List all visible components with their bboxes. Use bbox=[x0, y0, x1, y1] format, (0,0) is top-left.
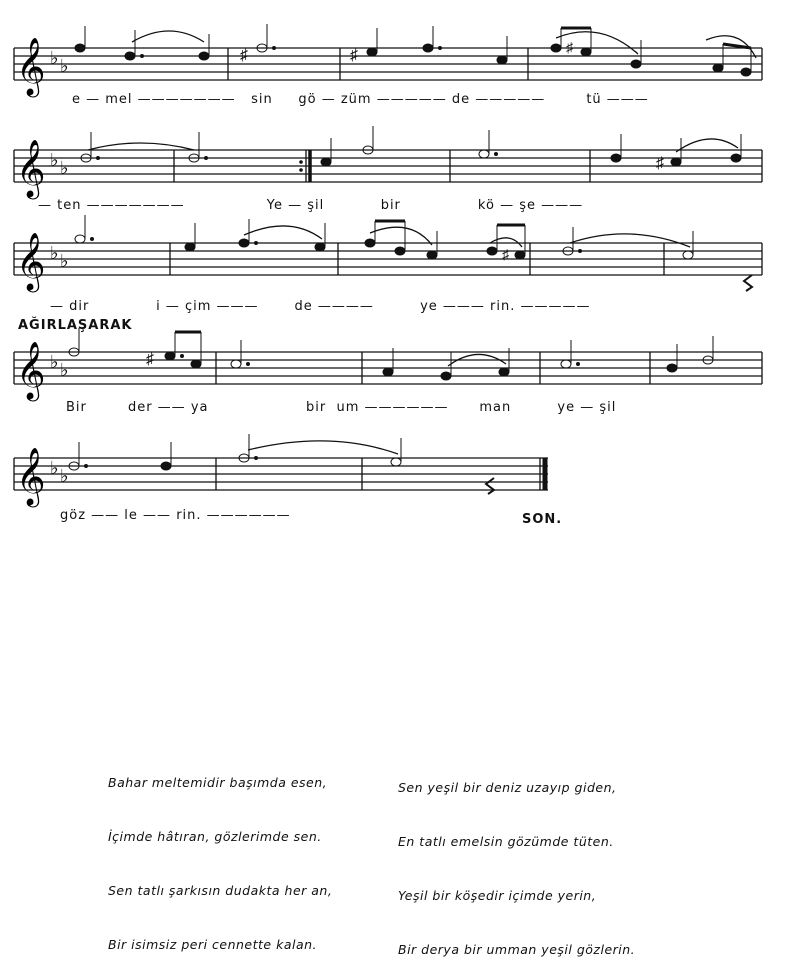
poem-line: Yeşil bir köşedir içimde yerin, bbox=[398, 888, 597, 903]
lyric-syllable: man bbox=[479, 400, 512, 415]
lyric-syllable: de bbox=[294, 299, 313, 314]
poem-left-column bbox=[108, 738, 332, 972]
svg-text:♯: ♯ bbox=[656, 155, 664, 172]
lyric-syllable: i bbox=[156, 299, 161, 314]
staff-5 bbox=[0, 430, 796, 540]
lyric-syllable: le bbox=[124, 508, 138, 523]
lyric-syllable: rin. bbox=[176, 508, 202, 523]
lyric-syllable: ten bbox=[57, 198, 82, 213]
svg-text:♯: ♯ bbox=[350, 47, 358, 64]
svg-text:♯: ♯ bbox=[502, 246, 509, 262]
lyric-syllable: züm bbox=[340, 92, 372, 107]
lyric-syllable: çim bbox=[184, 299, 212, 314]
lyric-syllable: um bbox=[336, 400, 360, 415]
svg-text:𝄞: 𝄞 bbox=[16, 139, 46, 197]
lyric-syllable: şil bbox=[307, 198, 325, 213]
svg-text:♭: ♭ bbox=[60, 158, 69, 178]
svg-text:♭: ♭ bbox=[50, 48, 59, 68]
lyrics-staff-4: Bir der —— ya bir um —————— man ye — şil bbox=[66, 400, 617, 415]
poem-right-column bbox=[398, 743, 635, 977]
lyric-syllable: şil bbox=[599, 400, 617, 415]
lyric-syllable: göz bbox=[60, 508, 87, 523]
lyric-syllable: dir bbox=[69, 299, 90, 314]
svg-text:♭: ♭ bbox=[50, 150, 59, 170]
poem-line: Bir derya bir umman yeşil gözlerin. bbox=[398, 942, 636, 957]
lyric-syllable: bir bbox=[380, 198, 401, 213]
lyric-syllable: de bbox=[451, 92, 471, 107]
lyric-syllable: Ye bbox=[266, 198, 283, 213]
svg-text:♯: ♯ bbox=[146, 351, 154, 368]
poem-line: Sen yeşil bir deniz uzayıp giden, bbox=[398, 780, 617, 795]
lyric-syllable: bir bbox=[306, 400, 327, 415]
lyric-syllable: tü bbox=[586, 92, 602, 107]
lyric-syllable: kö bbox=[477, 198, 495, 213]
svg-text:♭: ♭ bbox=[60, 466, 69, 486]
svg-text:♭: ♭ bbox=[60, 251, 69, 271]
lyric-syllable: ye bbox=[557, 400, 576, 415]
poem-line: Bahar meltemidir başımda esen, bbox=[108, 775, 328, 790]
svg-text:♭: ♭ bbox=[50, 458, 59, 478]
lyric-syllable: ya bbox=[190, 400, 209, 415]
staff-4 bbox=[0, 324, 796, 434]
svg-text:𝄞: 𝄞 bbox=[16, 447, 46, 505]
svg-text:♭: ♭ bbox=[60, 360, 69, 380]
lyrics-staff-5: göz —— le —— rin. —————— bbox=[60, 508, 291, 523]
poem-line: En tatlı emelsin gözümde tüten. bbox=[398, 834, 614, 849]
staff-1 bbox=[0, 20, 796, 130]
lyric-syllable: der bbox=[127, 400, 153, 415]
lyric-syllable: mel bbox=[105, 92, 133, 107]
tempo-marking: AĞIRLAŞARAK bbox=[18, 318, 133, 333]
poem-line: Sen tatlı şarkısın dudakta her an, bbox=[108, 883, 333, 898]
svg-text:♭: ♭ bbox=[60, 56, 69, 76]
svg-text:𝄞: 𝄞 bbox=[16, 232, 46, 290]
svg-text:♯: ♯ bbox=[566, 39, 573, 55]
lyric-syllable: şe bbox=[519, 198, 536, 213]
lyrics-staff-2: — ten ——————— Ye — şil bir kö — şe ——— bbox=[38, 198, 584, 213]
lyric-syllable: e bbox=[72, 92, 81, 107]
lyrics-staff-1: e — mel ——————— sin gö — züm ————— de ————— tü ——— bbox=[72, 92, 649, 107]
poem-line: Bir isimsiz peri cennette kalan. bbox=[108, 937, 318, 952]
svg-text:♭: ♭ bbox=[50, 243, 59, 263]
lyric-syllable: ye bbox=[420, 299, 438, 314]
lyrics-staff-3: — dir i — çim ——— de ———— ye ——— rin. ————— bbox=[50, 299, 591, 314]
poem-line: İçimde hâtıran, gözlerimde sen. bbox=[108, 829, 322, 844]
lyric-syllable: sin bbox=[251, 92, 273, 107]
svg-text:♭: ♭ bbox=[50, 352, 59, 372]
lyric-syllable: gö bbox=[298, 92, 317, 107]
svg-text:𝄞: 𝄞 bbox=[16, 37, 46, 95]
end-mark: SON. bbox=[522, 512, 563, 527]
svg-text:𝄞: 𝄞 bbox=[16, 341, 46, 399]
svg-text:♯: ♯ bbox=[240, 47, 248, 64]
lyric-syllable: Bir bbox=[66, 400, 87, 415]
lyric-syllable: rin. bbox=[490, 299, 516, 314]
